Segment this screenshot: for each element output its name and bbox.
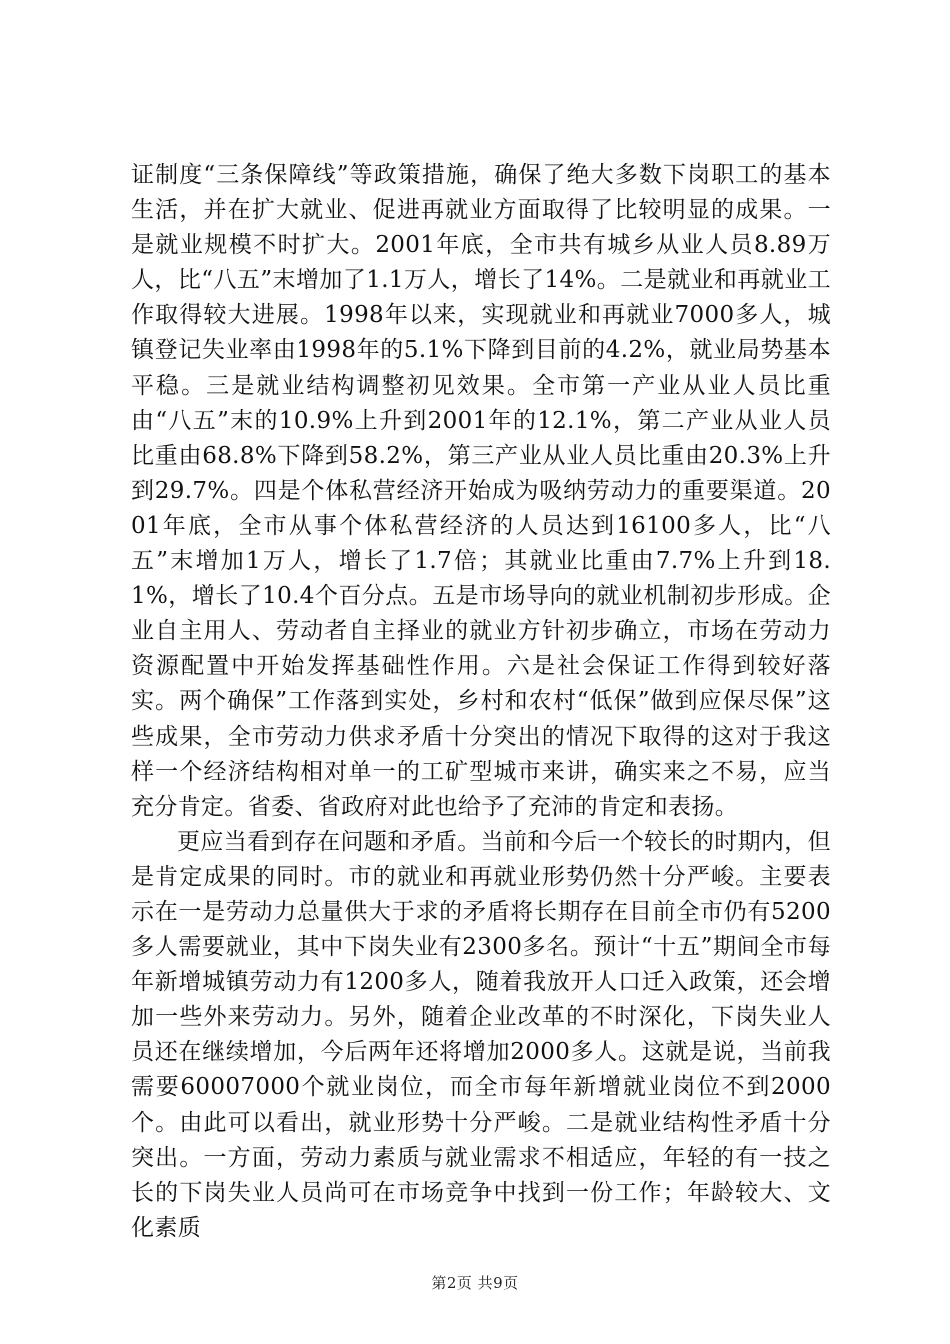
paragraph-continued: 证制度“三条保障线”等政策措施，确保了绝大多数下岗职工的基本生活，并在扩大就业、促进再就业方面取得了比较明显的成果。一是就业规模不时扩大。2001年底，全市共有城乡从业人员8.89万人，比“八五”末增加了1.1万人，增长了14%。二是就业和再就业工作取得较大进展。1998年以来，实现就业和再就业7000多人，城镇登记失业率由1998年的5.1%下降到目前的4.2%，就业局势基本平稳。三是就业结构调整初见效果。全市第一产业从业人员比重由“八五”末的10.9%上升到2001年的12.1%，第二产业从业人员比重由68.8%下降到58.2%，第三产业从业人员比重由20.3%上升到29.7%。四是个体私营经济开始成为吸纳劳动力的重要渠道。2001年底，全市从事个体私营经济的人员达到16100多人，比“八五”末增加1万人，增长了1.7倍；其就业比重由7.7%上升到18.1%，增长了10.4个百分点。五是市场导向的就业机制初步形成。企业自主用人、劳动者自主择业的就业方针初步确立，市场在劳动力资源配置中开始发挥基础性作用。六是社会保证工作得到较好落实。两个确保”工作落到实处，乡村和农村“低保”做到应保尽保”这些成果，全市劳动力供求矛盾十分突出的情况下取得的这对于我这样一个经济结构相对单一的工矿型城市来讲，确实来之不易，应当充分肯定。省委、省政府对此也给予了充沛的肯定和表扬。 xyxy=(131,162,831,820)
document-body xyxy=(131,158,831,1246)
page-number-footer: 第2页 共9页 xyxy=(431,1274,519,1292)
paragraph: 更应当看到存在问题和矛盾。当前和今后一个较长的时期内，但是肯定成果的同时。市的就业和再就业形势仍然十分严峻。主要表示在一是劳动力总量供大于求的矛盾将长期存在目前全市仍有5200多人需要就业，其中下岗失业有2300多名。预计“十五”期间全市每年新增城镇劳动力有1200多人，随着我放开人口迁入政策，还会增加一些外来劳动力。另外，随着企业改革的不时深化，下岗失业人员还在继续增加，今后两年还将增加2000多人。这就是说，当前我需要60007000个就业岗位，而全市每年新增就业岗位不到2000个。由此可以看出，就业形势十分严峻。二是就业结构性矛盾十分突出。一方面，劳动力素质与就业需求不相适应，年轻的有一技之长的下岗失业人员尚可在市场竞争中找到一份工作；年龄较大、文化素质 xyxy=(131,828,831,1241)
